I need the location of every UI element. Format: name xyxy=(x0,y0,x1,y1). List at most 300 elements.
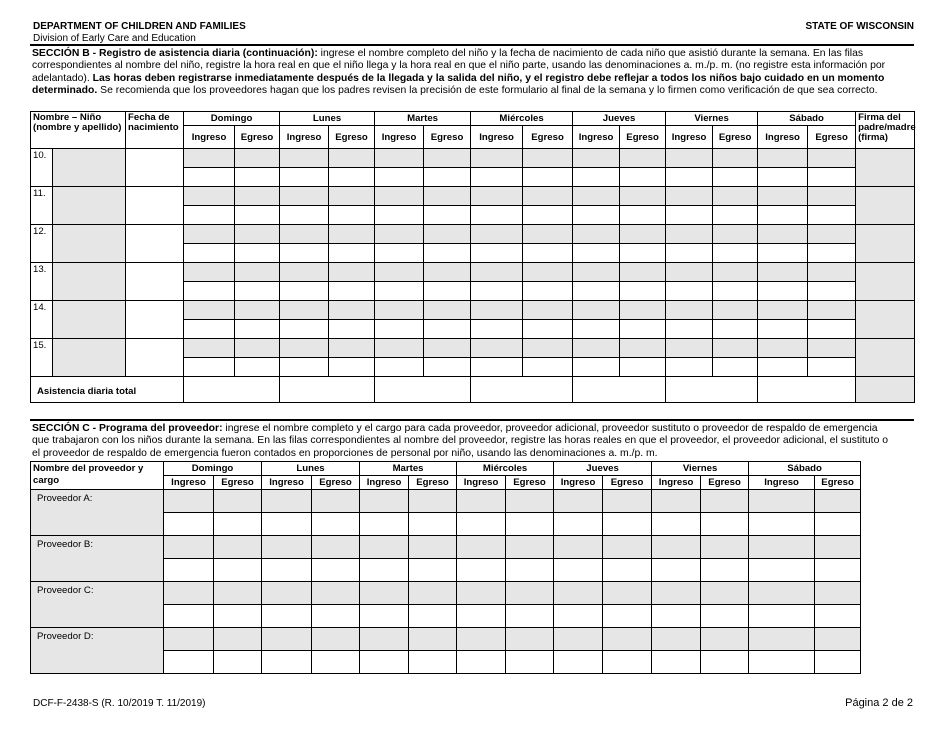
out-time-field[interactable] xyxy=(523,358,573,377)
in-time-field[interactable] xyxy=(471,168,523,187)
birth-date-field[interactable] xyxy=(126,225,184,263)
out-time-field[interactable] xyxy=(701,513,749,536)
in-time-field[interactable] xyxy=(360,490,409,513)
out-time-field[interactable] xyxy=(713,320,758,339)
out-time-field[interactable] xyxy=(808,187,856,206)
in-time-field[interactable] xyxy=(652,628,701,651)
in-time-field[interactable] xyxy=(184,168,235,187)
in-time-field[interactable] xyxy=(164,559,214,582)
in-time-field[interactable] xyxy=(758,320,808,339)
out-time-field[interactable] xyxy=(235,358,280,377)
in-time-field[interactable] xyxy=(749,513,815,536)
in-time-field[interactable] xyxy=(749,651,815,674)
out-time-field[interactable] xyxy=(424,206,471,225)
in-time-field[interactable] xyxy=(749,605,815,628)
out-time-field[interactable] xyxy=(808,282,856,301)
in-time-field[interactable] xyxy=(749,559,815,582)
out-time-field[interactable] xyxy=(603,490,652,513)
daily-total-field[interactable] xyxy=(758,377,856,403)
out-time-field[interactable] xyxy=(713,263,758,282)
out-time-field[interactable] xyxy=(523,187,573,206)
out-time-field[interactable] xyxy=(713,206,758,225)
in-time-field[interactable] xyxy=(554,513,603,536)
out-time-field[interactable] xyxy=(713,149,758,168)
out-time-field[interactable] xyxy=(620,225,666,244)
out-time-field[interactable] xyxy=(523,206,573,225)
in-time-field[interactable] xyxy=(749,490,815,513)
out-time-field[interactable] xyxy=(312,651,360,674)
out-time-field[interactable] xyxy=(523,149,573,168)
in-time-field[interactable] xyxy=(457,490,506,513)
in-time-field[interactable] xyxy=(573,225,620,244)
out-time-field[interactable] xyxy=(603,605,652,628)
in-time-field[interactable] xyxy=(457,605,506,628)
out-time-field[interactable] xyxy=(815,490,861,513)
in-time-field[interactable] xyxy=(471,301,523,320)
out-time-field[interactable] xyxy=(713,168,758,187)
out-time-field[interactable] xyxy=(523,339,573,358)
in-time-field[interactable] xyxy=(280,244,329,263)
out-time-field[interactable] xyxy=(523,225,573,244)
out-time-field[interactable] xyxy=(329,187,375,206)
out-time-field[interactable] xyxy=(329,168,375,187)
out-time-field[interactable] xyxy=(214,605,262,628)
in-time-field[interactable] xyxy=(280,149,329,168)
out-time-field[interactable] xyxy=(815,559,861,582)
out-time-field[interactable] xyxy=(620,301,666,320)
out-time-field[interactable] xyxy=(701,582,749,605)
out-time-field[interactable] xyxy=(214,490,262,513)
in-time-field[interactable] xyxy=(164,536,214,559)
out-time-field[interactable] xyxy=(409,605,457,628)
in-time-field[interactable] xyxy=(758,168,808,187)
provider-name-field[interactable]: Proveedor C: xyxy=(31,582,164,628)
out-time-field[interactable] xyxy=(235,225,280,244)
parent-signature-field[interactable] xyxy=(856,301,915,339)
out-time-field[interactable] xyxy=(815,628,861,651)
in-time-field[interactable] xyxy=(652,513,701,536)
in-time-field[interactable] xyxy=(471,339,523,358)
out-time-field[interactable] xyxy=(523,168,573,187)
in-time-field[interactable] xyxy=(375,187,424,206)
in-time-field[interactable] xyxy=(184,149,235,168)
out-time-field[interactable] xyxy=(701,559,749,582)
out-time-field[interactable] xyxy=(523,244,573,263)
parent-signature-field[interactable] xyxy=(856,339,915,377)
out-time-field[interactable] xyxy=(808,244,856,263)
daily-total-field[interactable] xyxy=(184,377,280,403)
in-time-field[interactable] xyxy=(262,559,312,582)
in-time-field[interactable] xyxy=(554,490,603,513)
in-time-field[interactable] xyxy=(262,605,312,628)
in-time-field[interactable] xyxy=(554,536,603,559)
out-time-field[interactable] xyxy=(603,559,652,582)
in-time-field[interactable] xyxy=(471,263,523,282)
out-time-field[interactable] xyxy=(329,358,375,377)
birth-date-field[interactable] xyxy=(126,187,184,225)
in-time-field[interactable] xyxy=(652,651,701,674)
out-time-field[interactable] xyxy=(312,536,360,559)
in-time-field[interactable] xyxy=(262,651,312,674)
in-time-field[interactable] xyxy=(666,225,713,244)
out-time-field[interactable] xyxy=(713,225,758,244)
in-time-field[interactable] xyxy=(758,339,808,358)
provider-name-field[interactable]: Proveedor B: xyxy=(31,536,164,582)
in-time-field[interactable] xyxy=(457,628,506,651)
out-time-field[interactable] xyxy=(506,651,554,674)
child-name-field[interactable] xyxy=(53,225,126,263)
in-time-field[interactable] xyxy=(262,513,312,536)
in-time-field[interactable] xyxy=(652,490,701,513)
in-time-field[interactable] xyxy=(457,559,506,582)
in-time-field[interactable] xyxy=(360,651,409,674)
out-time-field[interactable] xyxy=(235,301,280,320)
out-time-field[interactable] xyxy=(620,339,666,358)
in-time-field[interactable] xyxy=(375,282,424,301)
in-time-field[interactable] xyxy=(184,244,235,263)
out-time-field[interactable] xyxy=(620,263,666,282)
out-time-field[interactable] xyxy=(603,536,652,559)
out-time-field[interactable] xyxy=(424,149,471,168)
in-time-field[interactable] xyxy=(184,320,235,339)
in-time-field[interactable] xyxy=(749,628,815,651)
child-name-field[interactable] xyxy=(53,263,126,301)
in-time-field[interactable] xyxy=(280,168,329,187)
in-time-field[interactable] xyxy=(573,187,620,206)
in-time-field[interactable] xyxy=(280,320,329,339)
out-time-field[interactable] xyxy=(808,206,856,225)
birth-date-field[interactable] xyxy=(126,301,184,339)
in-time-field[interactable] xyxy=(666,339,713,358)
out-time-field[interactable] xyxy=(713,282,758,301)
out-time-field[interactable] xyxy=(235,149,280,168)
in-time-field[interactable] xyxy=(573,339,620,358)
out-time-field[interactable] xyxy=(424,320,471,339)
in-time-field[interactable] xyxy=(666,206,713,225)
out-time-field[interactable] xyxy=(808,320,856,339)
daily-total-field[interactable] xyxy=(375,377,471,403)
in-time-field[interactable] xyxy=(758,263,808,282)
out-time-field[interactable] xyxy=(312,513,360,536)
in-time-field[interactable] xyxy=(184,282,235,301)
out-time-field[interactable] xyxy=(214,582,262,605)
out-time-field[interactable] xyxy=(424,168,471,187)
out-time-field[interactable] xyxy=(620,244,666,263)
in-time-field[interactable] xyxy=(280,301,329,320)
parent-signature-field[interactable] xyxy=(856,187,915,225)
out-time-field[interactable] xyxy=(329,225,375,244)
out-time-field[interactable] xyxy=(620,187,666,206)
out-time-field[interactable] xyxy=(506,536,554,559)
out-time-field[interactable] xyxy=(815,536,861,559)
out-time-field[interactable] xyxy=(214,536,262,559)
in-time-field[interactable] xyxy=(375,263,424,282)
daily-total-field[interactable] xyxy=(280,377,375,403)
in-time-field[interactable] xyxy=(280,187,329,206)
out-time-field[interactable] xyxy=(603,582,652,605)
out-time-field[interactable] xyxy=(409,559,457,582)
in-time-field[interactable] xyxy=(375,206,424,225)
out-time-field[interactable] xyxy=(701,490,749,513)
out-time-field[interactable] xyxy=(523,282,573,301)
out-time-field[interactable] xyxy=(506,513,554,536)
out-time-field[interactable] xyxy=(808,225,856,244)
in-time-field[interactable] xyxy=(360,513,409,536)
out-time-field[interactable] xyxy=(424,225,471,244)
in-time-field[interactable] xyxy=(666,187,713,206)
out-time-field[interactable] xyxy=(523,263,573,282)
out-time-field[interactable] xyxy=(329,149,375,168)
in-time-field[interactable] xyxy=(573,320,620,339)
out-time-field[interactable] xyxy=(424,339,471,358)
in-time-field[interactable] xyxy=(666,244,713,263)
in-time-field[interactable] xyxy=(280,358,329,377)
in-time-field[interactable] xyxy=(471,282,523,301)
in-time-field[interactable] xyxy=(164,513,214,536)
out-time-field[interactable] xyxy=(329,263,375,282)
out-time-field[interactable] xyxy=(424,301,471,320)
out-time-field[interactable] xyxy=(620,206,666,225)
out-time-field[interactable] xyxy=(409,490,457,513)
daily-total-field[interactable] xyxy=(666,377,758,403)
out-time-field[interactable] xyxy=(409,582,457,605)
out-time-field[interactable] xyxy=(235,282,280,301)
in-time-field[interactable] xyxy=(758,358,808,377)
in-time-field[interactable] xyxy=(164,651,214,674)
out-time-field[interactable] xyxy=(701,651,749,674)
out-time-field[interactable] xyxy=(808,301,856,320)
in-time-field[interactable] xyxy=(360,559,409,582)
daily-total-field[interactable] xyxy=(573,377,666,403)
out-time-field[interactable] xyxy=(808,168,856,187)
out-time-field[interactable] xyxy=(329,339,375,358)
out-time-field[interactable] xyxy=(409,536,457,559)
out-time-field[interactable] xyxy=(424,282,471,301)
out-time-field[interactable] xyxy=(808,263,856,282)
out-time-field[interactable] xyxy=(506,605,554,628)
in-time-field[interactable] xyxy=(554,605,603,628)
in-time-field[interactable] xyxy=(573,168,620,187)
in-time-field[interactable] xyxy=(262,628,312,651)
in-time-field[interactable] xyxy=(375,149,424,168)
in-time-field[interactable] xyxy=(280,339,329,358)
in-time-field[interactable] xyxy=(666,301,713,320)
provider-name-field[interactable]: Proveedor D: xyxy=(31,628,164,674)
child-name-field[interactable] xyxy=(53,339,126,377)
out-time-field[interactable] xyxy=(409,651,457,674)
out-time-field[interactable] xyxy=(312,605,360,628)
in-time-field[interactable] xyxy=(360,628,409,651)
in-time-field[interactable] xyxy=(375,225,424,244)
in-time-field[interactable] xyxy=(471,320,523,339)
in-time-field[interactable] xyxy=(758,225,808,244)
in-time-field[interactable] xyxy=(164,582,214,605)
in-time-field[interactable] xyxy=(666,168,713,187)
in-time-field[interactable] xyxy=(554,559,603,582)
in-time-field[interactable] xyxy=(666,263,713,282)
out-time-field[interactable] xyxy=(312,582,360,605)
in-time-field[interactable] xyxy=(164,628,214,651)
out-time-field[interactable] xyxy=(620,320,666,339)
in-time-field[interactable] xyxy=(758,149,808,168)
out-time-field[interactable] xyxy=(620,149,666,168)
in-time-field[interactable] xyxy=(360,605,409,628)
out-time-field[interactable] xyxy=(603,651,652,674)
out-time-field[interactable] xyxy=(424,244,471,263)
out-time-field[interactable] xyxy=(235,244,280,263)
in-time-field[interactable] xyxy=(471,244,523,263)
out-time-field[interactable] xyxy=(713,187,758,206)
in-time-field[interactable] xyxy=(375,358,424,377)
out-time-field[interactable] xyxy=(808,358,856,377)
in-time-field[interactable] xyxy=(375,320,424,339)
out-time-field[interactable] xyxy=(808,339,856,358)
birth-date-field[interactable] xyxy=(126,263,184,301)
in-time-field[interactable] xyxy=(666,320,713,339)
out-time-field[interactable] xyxy=(815,582,861,605)
in-time-field[interactable] xyxy=(375,339,424,358)
child-name-field[interactable] xyxy=(53,301,126,339)
in-time-field[interactable] xyxy=(652,559,701,582)
in-time-field[interactable] xyxy=(471,358,523,377)
in-time-field[interactable] xyxy=(758,244,808,263)
in-time-field[interactable] xyxy=(749,536,815,559)
out-time-field[interactable] xyxy=(312,559,360,582)
out-time-field[interactable] xyxy=(620,168,666,187)
in-time-field[interactable] xyxy=(280,282,329,301)
provider-name-field[interactable]: Proveedor A: xyxy=(31,490,164,536)
in-time-field[interactable] xyxy=(666,282,713,301)
out-time-field[interactable] xyxy=(701,605,749,628)
in-time-field[interactable] xyxy=(184,263,235,282)
out-time-field[interactable] xyxy=(603,513,652,536)
out-time-field[interactable] xyxy=(713,244,758,263)
out-time-field[interactable] xyxy=(409,628,457,651)
in-time-field[interactable] xyxy=(280,225,329,244)
in-time-field[interactable] xyxy=(375,301,424,320)
out-time-field[interactable] xyxy=(214,628,262,651)
parent-signature-field[interactable] xyxy=(856,225,915,263)
in-time-field[interactable] xyxy=(652,536,701,559)
out-time-field[interactable] xyxy=(235,263,280,282)
in-time-field[interactable] xyxy=(573,149,620,168)
in-time-field[interactable] xyxy=(457,536,506,559)
out-time-field[interactable] xyxy=(235,187,280,206)
birth-date-field[interactable] xyxy=(126,339,184,377)
out-time-field[interactable] xyxy=(815,651,861,674)
in-time-field[interactable] xyxy=(457,651,506,674)
in-time-field[interactable] xyxy=(262,582,312,605)
in-time-field[interactable] xyxy=(280,263,329,282)
out-time-field[interactable] xyxy=(329,206,375,225)
in-time-field[interactable] xyxy=(471,149,523,168)
out-time-field[interactable] xyxy=(424,187,471,206)
out-time-field[interactable] xyxy=(424,358,471,377)
out-time-field[interactable] xyxy=(713,358,758,377)
out-time-field[interactable] xyxy=(603,628,652,651)
in-time-field[interactable] xyxy=(262,490,312,513)
in-time-field[interactable] xyxy=(554,628,603,651)
out-time-field[interactable] xyxy=(214,513,262,536)
out-time-field[interactable] xyxy=(713,301,758,320)
out-time-field[interactable] xyxy=(235,168,280,187)
out-time-field[interactable] xyxy=(424,263,471,282)
in-time-field[interactable] xyxy=(573,301,620,320)
in-time-field[interactable] xyxy=(554,582,603,605)
in-time-field[interactable] xyxy=(652,582,701,605)
parent-signature-field[interactable] xyxy=(856,263,915,301)
out-time-field[interactable] xyxy=(620,282,666,301)
in-time-field[interactable] xyxy=(471,225,523,244)
child-name-field[interactable] xyxy=(53,149,126,187)
in-time-field[interactable] xyxy=(360,536,409,559)
in-time-field[interactable] xyxy=(375,244,424,263)
in-time-field[interactable] xyxy=(573,358,620,377)
birth-date-field[interactable] xyxy=(126,149,184,187)
in-time-field[interactable] xyxy=(749,582,815,605)
in-time-field[interactable] xyxy=(554,651,603,674)
in-time-field[interactable] xyxy=(758,282,808,301)
in-time-field[interactable] xyxy=(184,187,235,206)
in-time-field[interactable] xyxy=(184,225,235,244)
out-time-field[interactable] xyxy=(808,149,856,168)
out-time-field[interactable] xyxy=(815,513,861,536)
out-time-field[interactable] xyxy=(329,301,375,320)
out-time-field[interactable] xyxy=(329,244,375,263)
in-time-field[interactable] xyxy=(184,339,235,358)
in-time-field[interactable] xyxy=(457,513,506,536)
out-time-field[interactable] xyxy=(235,206,280,225)
out-time-field[interactable] xyxy=(329,282,375,301)
in-time-field[interactable] xyxy=(666,149,713,168)
out-time-field[interactable] xyxy=(312,628,360,651)
in-time-field[interactable] xyxy=(471,187,523,206)
in-time-field[interactable] xyxy=(262,536,312,559)
in-time-field[interactable] xyxy=(375,168,424,187)
out-time-field[interactable] xyxy=(701,536,749,559)
daily-total-field[interactable] xyxy=(471,377,573,403)
out-time-field[interactable] xyxy=(506,628,554,651)
out-time-field[interactable] xyxy=(312,490,360,513)
in-time-field[interactable] xyxy=(573,263,620,282)
in-time-field[interactable] xyxy=(573,244,620,263)
out-time-field[interactable] xyxy=(235,339,280,358)
in-time-field[interactable] xyxy=(652,605,701,628)
out-time-field[interactable] xyxy=(523,301,573,320)
in-time-field[interactable] xyxy=(280,206,329,225)
out-time-field[interactable] xyxy=(214,559,262,582)
in-time-field[interactable] xyxy=(164,605,214,628)
in-time-field[interactable] xyxy=(184,206,235,225)
in-time-field[interactable] xyxy=(758,206,808,225)
child-name-field[interactable] xyxy=(53,187,126,225)
out-time-field[interactable] xyxy=(506,490,554,513)
in-time-field[interactable] xyxy=(758,301,808,320)
out-time-field[interactable] xyxy=(506,582,554,605)
in-time-field[interactable] xyxy=(184,358,235,377)
in-time-field[interactable] xyxy=(360,582,409,605)
in-time-field[interactable] xyxy=(184,301,235,320)
in-time-field[interactable] xyxy=(758,187,808,206)
out-time-field[interactable] xyxy=(214,651,262,674)
out-time-field[interactable] xyxy=(815,605,861,628)
out-time-field[interactable] xyxy=(620,358,666,377)
in-time-field[interactable] xyxy=(164,490,214,513)
out-time-field[interactable] xyxy=(329,320,375,339)
in-time-field[interactable] xyxy=(457,582,506,605)
in-time-field[interactable] xyxy=(573,206,620,225)
out-time-field[interactable] xyxy=(523,320,573,339)
